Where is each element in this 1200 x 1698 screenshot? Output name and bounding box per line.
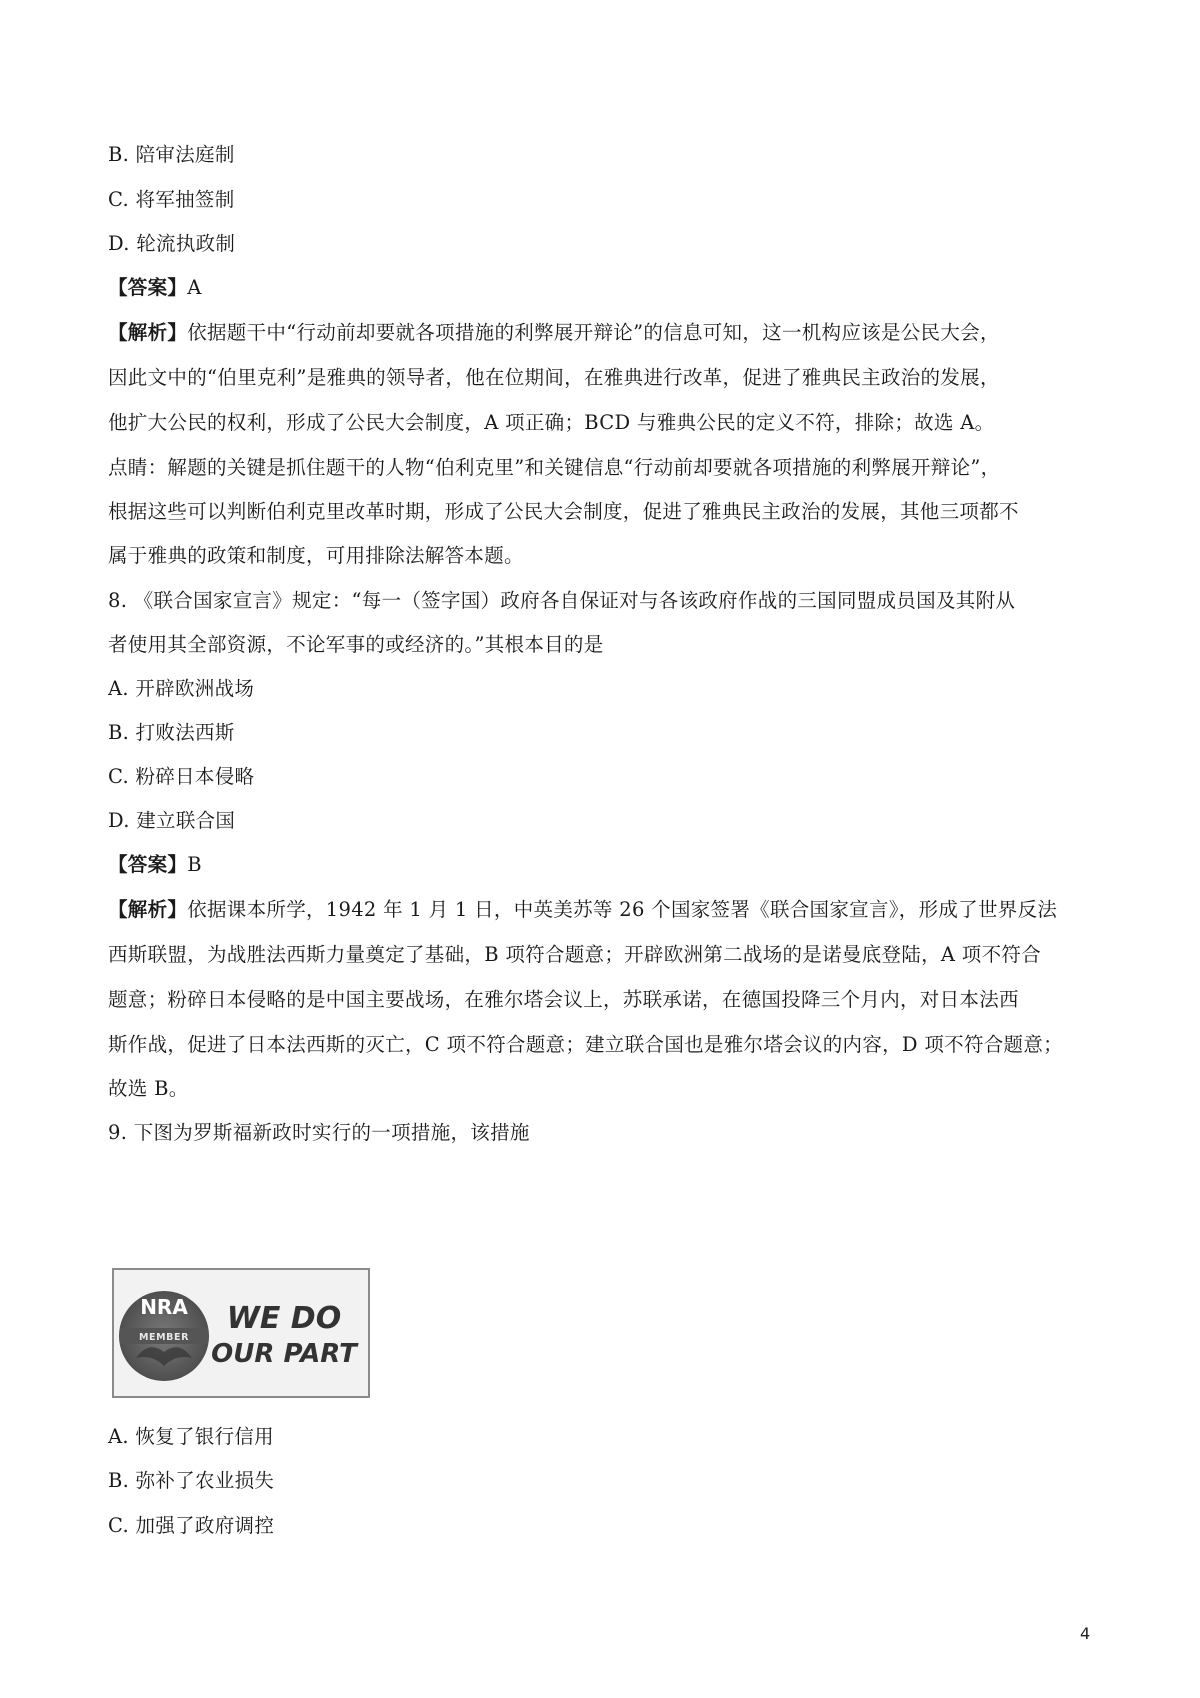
answer-value: B xyxy=(187,853,202,876)
slogan-line-1: WE DO xyxy=(226,1301,342,1336)
q8-option-b: B. 打败法西斯 xyxy=(108,721,235,744)
q8-option-c: C. 粉碎日本侵略 xyxy=(108,765,255,788)
q7-option-c: C. 将军抽签制 xyxy=(108,188,235,211)
q8-stem-line-1: 8. 《联合国家宣言》规定：“每一（签字国）政府各自保证对与各该政府作战的三国同盟成员国及其附从 xyxy=(108,589,1016,612)
answer-tag: 【答案】 xyxy=(108,276,188,299)
analysis-tag: 【解析】 xyxy=(108,321,188,344)
nra-poster-svg xyxy=(114,1270,368,1396)
q8-option-a: A. 开辟欧洲战场 xyxy=(108,677,255,700)
q8-analysis-line-3: 题意；粉碎日本侵略的是中国主要战场，在雅尔塔会议上，苏联承诺，在德国投降三个月内，对日本法西 xyxy=(108,988,1019,1011)
q9-option-c: C. 加强了政府调控 xyxy=(108,1514,275,1537)
answer-tag: 【答案】 xyxy=(108,853,188,876)
q7-analysis-line-3: 他扩大公民的权利，形成了公民大会制度，A 项正确；BCD 与雅典公民的定义不符，排除；故选 A。 xyxy=(108,411,995,434)
q8-analysis-line-5: 故选 B。 xyxy=(108,1077,189,1100)
slogan-line-2: OUR PART xyxy=(211,1339,357,1369)
q7-tip-line-1: 点睛：解题的关键是抓住题干的人物“伯利克里”和关键信息“行动前却要就各项措施的利弊展开辩论”， xyxy=(108,456,1001,479)
q7-tip-line-3: 属于雅典的政策和制度，可用排除法解答本题。 xyxy=(108,544,524,567)
q9-option-a: A. 恢复了银行信用 xyxy=(108,1425,274,1448)
analysis-tag: 【解析】 xyxy=(108,898,188,921)
q8-analysis-line-4: 斯作战，促进了日本法西斯的灭亡，C 项不符合题意；建立联合国也是雅尔塔会议的内容，D 项不符合题意； xyxy=(108,1033,1063,1056)
q7-analysis-line-1 xyxy=(108,320,1098,346)
q7-tip-line-2: 根据这些可以判断伯利克里改革时期，形成了公民大会制度，促进了雅典民主政治的发展，其他三项都不 xyxy=(108,500,1019,523)
q8-stem-line-2: 者使用其全部资源，不论军事的或经济的。”其根本目的是 xyxy=(108,633,604,656)
q8-analysis-line-2: 西斯联盟，为战胜法西斯力量奠定了基础，B 项符合题意；开辟欧洲第二战场的是诺曼底登陆，A 项不符合 xyxy=(108,943,1042,966)
q7-option-b: B. 陪审法庭制 xyxy=(108,143,235,166)
q9-stem: 9. 下图为罗斯福新政时实行的一项措施，该措施 xyxy=(108,1121,530,1144)
page-number: 4 xyxy=(1080,1624,1091,1643)
q7-answer xyxy=(108,275,1098,301)
badge-band-text: MEMBER xyxy=(138,1332,190,1343)
nra-poster-image xyxy=(112,1268,370,1398)
analysis-text: 依据题干中“行动前却要就各项措施的利弊展开辩论”的信息可知，这一机构应该是公民大会， xyxy=(187,321,1000,344)
badge-top-text: NRA xyxy=(140,1295,188,1319)
analysis-text: 依据课本所学，1942 年 1 月 1 日，中英美苏等 26 个国家签署《联合国家宣言》，形成了世界反法 xyxy=(187,898,1058,921)
q7-option-d: D. 轮流执政制 xyxy=(108,232,236,255)
q8-answer xyxy=(108,852,1098,878)
q9-option-b: B. 弥补了农业损失 xyxy=(108,1469,275,1492)
q7-analysis-line-2: 因此文中的“伯里克利”是雅典的领导者，他在位期间，在雅典进行改革，促进了雅典民主政治的发展， xyxy=(108,366,1000,389)
answer-value: A xyxy=(187,276,202,299)
q8-option-d: D. 建立联合国 xyxy=(108,809,236,832)
q8-analysis-line-1 xyxy=(108,897,1098,923)
